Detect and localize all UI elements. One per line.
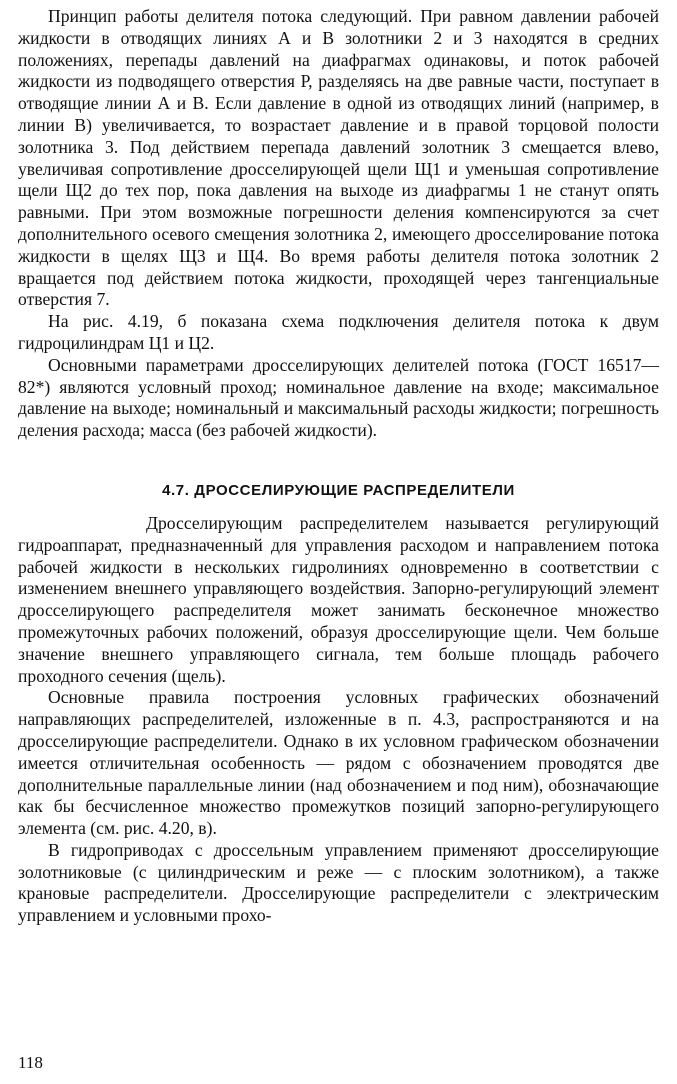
paragraph-parameters: Основными параметрами дросселирующих делителей потока (ГОСТ 16517—82*) являются условный проход; номинальное давление на входе; максимальное давление на выходе; номинальный и максимальный расходы жидкости; погрешность деления расхода; масса (без рабочей жидкости). [18, 354, 659, 441]
paragraph-divider-principle: Принцип работы делителя потока следующий. При равном давлении рабочей жидкости в отводящих линиях А и В золотники 2 и 3 находятся в средних положениях, перепады давлений на диафрагмах одинаковы, и поток рабочей жидкости из подводящего отверстия Р, разделяясь на две равные части, поступает в отводящие линии А и В. Если давление в одной из отводящих линий (например, в линии В) увеличивается, то возрастает давление и в правой торцовой полости золотника 3. Под действием перепада давлений золотник 3 смещается влево, увеличивая сопротивление дросселирующей щели Щ1 и уменьшая сопротивление щели Щ2 до тех пор, пока давления на выходе из диафрагмы 1 не станут опять равными. При этом возможные погрешности деления компенсируются за счет дополнительного осевого смещения золотника 2, имеющего дросселирование потока жидкости в щелях Щ3 и Щ4. Во время работы делителя потока золотник 2 вращается под действием потока жидкости, проходящей через тангенциальные отверстия 7. [18, 6, 659, 310]
page-number: 118 [18, 1053, 43, 1072]
paragraph-hydraulic-drives: В гидроприводах с дроссельным управлением применяют дросселирующие золотниковые (с цилиндрическим и реже — с плоским золотником), а также крановые распределители. Дросселирующие распределители с электрическим управлением и условными прохо- [18, 839, 659, 926]
text-column [18, 6, 659, 927]
paragraph-definition: Дросселирующим распределителем называется регулирующий гидроаппарат, предназначенный для управления расходом и направлением потока рабочей жидкости в нескольких гидролиниях одновременно в соответствии с изменением внешнего управляющего воздействия. Запорно-регулирующий элемент дросселирующего распределителя может занимать бесконечное множество промежуточных рабочих положений, образуя дросселирующие щели. Чем больше значение внешнего управляющего сигнала, тем больше площадь рабочего проходного сечения (щель). [18, 512, 659, 686]
paragraph-symbols: Основные правила построения условных графических обозначений направляющих распределителей, изложенные в п. 4.3, распространяются и на дросселирующие распределители. Однако в их условном графическом обозначении имеется отличительная особенность — рядом с обозначением проводятся две дополнительные параллельные линии (над обозначением и под ним), обозначающие как бы бесчисленное множество промежутков позиций запорно-регулирующего элемента (см. рис. 4.20, в). [18, 687, 659, 839]
section-heading: 4.7. ДРОССЕЛИРУЮЩИЕ РАСПРЕДЕЛИТЕЛИ [162, 481, 515, 499]
paragraph-figure-reference: На рис. 4.19, б показана схема подключения делителя потока к двум гидроцилиндрам Ц1 и Ц2. [18, 311, 659, 353]
